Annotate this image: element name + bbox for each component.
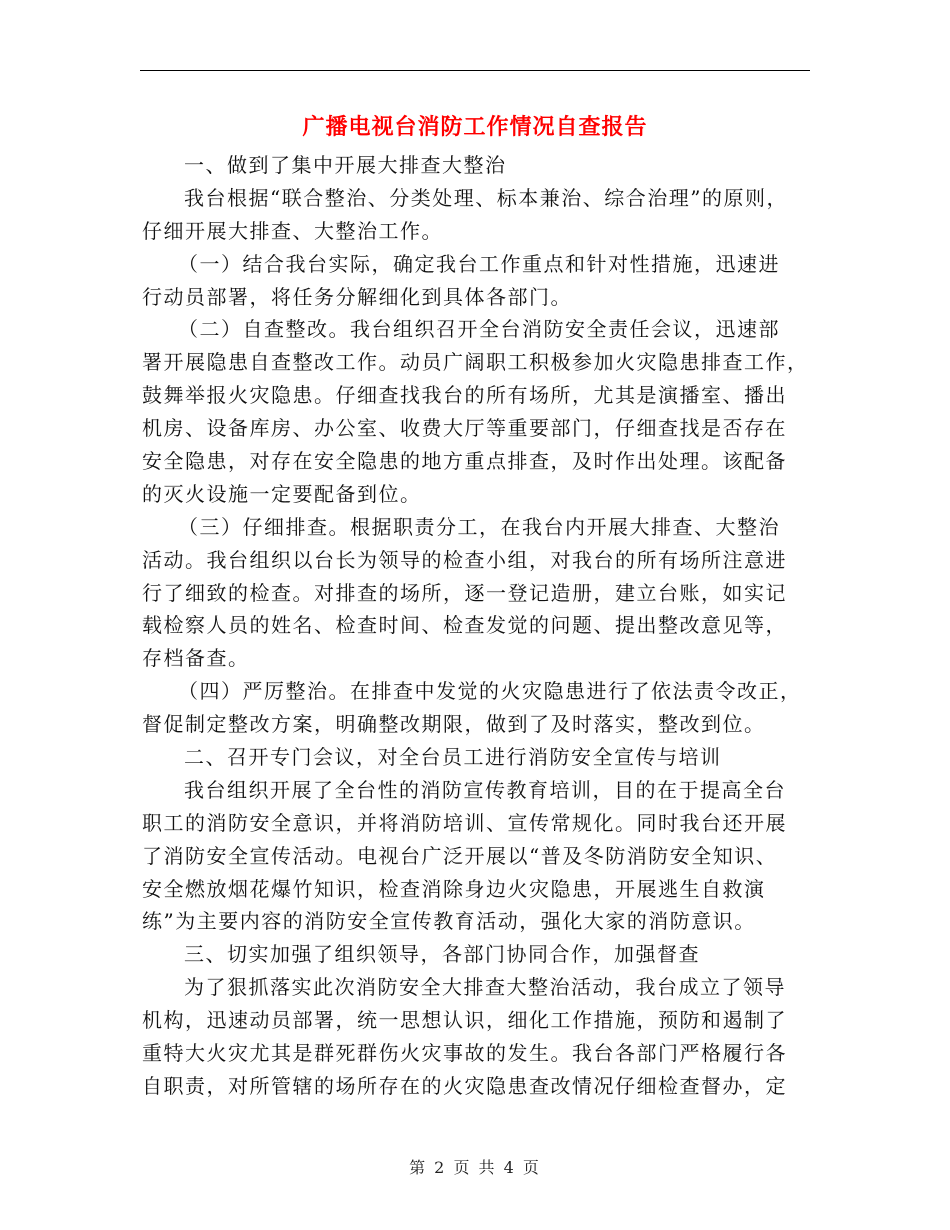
paragraph-line: 了消防安全宣传活动。电视台广泛开展以“普及冬防消防安全知识、	[142, 843, 778, 868]
paragraph-line: 自职责，对所管辖的场所存在的火灾隐患查改情况仔细检查督办，定	[142, 1073, 787, 1098]
paragraph-line: 鼓舞举报火灾隐患。仔细查找我台的所有场所，尤其是演播室、播出	[142, 383, 787, 408]
paragraph-line: 仔细开展大排查、大整治工作。	[142, 218, 443, 243]
paragraph-line: 行动员部署，将任务分解细化到具体各部门。	[142, 284, 572, 309]
paragraph-line: （三）仔细排查。根据职责分工，在我台内开展大排查、大整治	[178, 514, 780, 539]
paragraph-line: 机构，迅速动员部署，统一思想认识，细化工作措施，预防和遏制了	[142, 1008, 787, 1033]
paragraph-line: 的灭火设施一定要配备到位。	[142, 481, 422, 506]
paragraph-line: 为了狠抓落实此次消防安全大排查大整治活动，我台成立了领导	[184, 975, 786, 1000]
paragraph-line: 练”为主要内容的消防安全宣传教育活动，强化大家的消防意识。	[142, 909, 756, 934]
paragraph-line: 职工的消防安全意识，并将消防培训、宣传常规化。同时我台还开展	[142, 810, 787, 835]
paragraph-line: 重特大火灾尤其是群死群伤火灾事故的发生。我台各部门严格履行各	[142, 1041, 787, 1066]
paragraph-line: 机房、设备库房、办公室、收费大厅等重要部门，仔细查找是否存在	[142, 416, 787, 441]
paragraph-line: （二）自查整改。我台组织召开全台消防安全责任会议，迅速部	[178, 317, 780, 342]
section-heading-1: 一、做到了集中开展大排查大整治	[184, 153, 507, 177]
paragraph-line: 存档备查。	[142, 646, 250, 671]
paragraph-line: 署开展隐患自查整改工作。动员广阔职工积极参加火灾隐患排查工作，	[142, 350, 809, 375]
paragraph-line: 行了细致的检查。对排查的场所，逐一登记造册，建立台账，如实记	[142, 580, 787, 605]
paragraph-line: 安全燃放烟花爆竹知识，检查消除身边火灾隐患，开展逃生自救演	[142, 876, 766, 901]
paragraph-line: 活动。我台组织以台长为领导的检查小组，对我台的所有场所注意进	[142, 547, 787, 572]
paragraph-line: （四）严厉整治。在排查中发觉的火灾隐患进行了依法责令改正，	[178, 679, 802, 704]
paragraph-line: 安全隐患，对存在安全隐患的地方重点排查，及时作出处理。该配备	[142, 449, 787, 474]
header-rule	[140, 70, 810, 71]
paragraph-line: 载检察人员的姓名、检查时间、检查发觉的问题、提出整改意见等，	[142, 613, 787, 638]
paragraph-line: 我台根据“联合整治、分类处理、标本兼治、综合治理”的原则，	[184, 185, 788, 210]
section-heading-3: 三、切实加强了组织领导，各部门协同合作，加强督查	[184, 942, 700, 967]
document-title: 广播电视台消防工作情况自查报告	[302, 114, 648, 140]
section-heading-2: 二、召开专门会议，对全台员工进行消防安全宣传与培训	[184, 745, 722, 770]
paragraph-line: （一）结合我台实际，确定我台工作重点和针对性措施，迅速进	[178, 251, 780, 276]
page-number: 第 2 页 共 4 页	[409, 1158, 541, 1177]
paragraph-line: 督促制定整改方案，明确整改期限，做到了及时落实，整改到位。	[142, 712, 766, 737]
paragraph-line: 我台组织开展了全台性的消防宣传教育培训，目的在于提高全台	[184, 777, 786, 802]
document-body	[142, 149, 812, 1103]
